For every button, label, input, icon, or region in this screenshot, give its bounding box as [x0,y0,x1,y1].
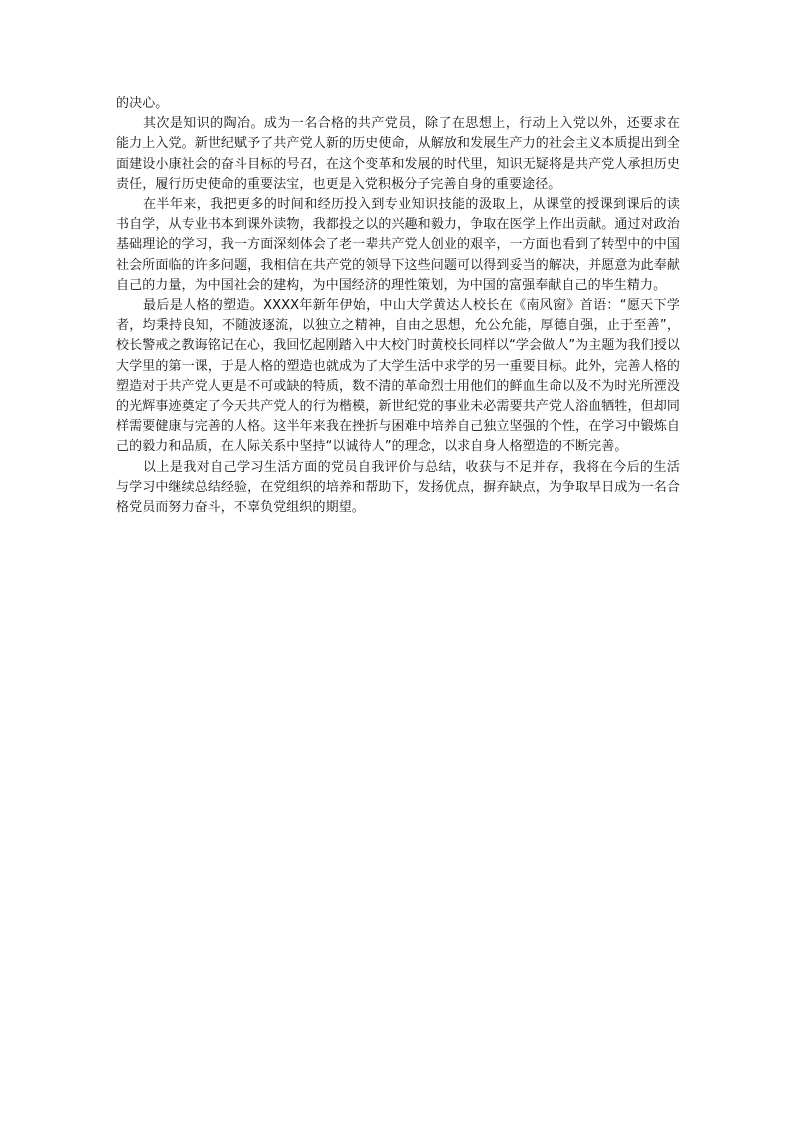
paragraph-continuation: 的决心。 [116,96,169,111]
document-body [116,94,680,518]
paragraph-conclusion: 以上是我对自己学习生活方面的党员自我评价与总结，收获与不足并存，我将在今后的生活与学习中继续总结经验，在党组织的培养和帮助下，发扬优点，摒弃缺点，为争取早日成为一名合格党员而努力奋斗，不辜负党组织的期望。 [116,459,680,516]
paragraph-half-year-study: 在半年来，我把更多的时间和经历投入到专业知识技能的汲取上，从课堂的授课到课后的读书自学，从专业书本到课外读物，我都投之以的兴趣和毅力，争取在医学上作出贡献。通过对政治基础理论的学习，我一方面深刻体会了老一辈共产党人创业的艰辛，一方面也看到了转型中的中国社会所面临的许多问题，我相信在共产党的领导下这些问题可以得到妥当的解决，并愿意为此奉献自己的力量，为中国社会的建构，为中国经济的理性策划，为中国的富强奉献自己的毕生精力。 [116,197,680,293]
paragraph-character: 最后是人格的塑造。XXXX年新年伊始，中山大学黄达人校长在《南风窗》首语：“愿天下学者，均秉持良知，不随波逐流，以独立之精神，自由之思想，允公允能，厚德自强，止于至善”，校长警戒之教诲铭记在心，我回忆起刚踏入中大校门时黄校长同样以“学会做人”为主题为我们授以大学里的第一课，于是人格的塑造也就成为了大学生活中求学的另一重要目标。此外，完善人格的塑造对于共产党人更是不可或缺的特质，数不清的革命烈士用他们的鲜血生命以及不为时光所湮没的光辉事迹奠定了今天共产党人的行为楷模，新世纪党的事业未必需要共产党人浴血牺牲，但却同样需要健康与完善的人格。这半年来我在挫折与困难中培养自己独立坚强的个性，在学习中锻炼自己的毅力和品质，在人际关系中坚持“以诚待人”的理念，以求自身人格塑造的不断完善。 [116,298,680,455]
paragraph-knowledge: 其次是知识的陶冶。成为一名合格的共产党员，除了在思想上，行动上入党以外，还要求在能力上入党。新世纪赋予了共产党人新的历史使命，从解放和发展生产力的社会主义本质提出到全面建设小康社会的奋斗目标的号召，在这个变革和发展的时代里，知识无疑将是共产党人承担历史责任，履行历史使命的重要法宝，也更是入党积极分子完善自身的重要途径。 [116,116,680,192]
